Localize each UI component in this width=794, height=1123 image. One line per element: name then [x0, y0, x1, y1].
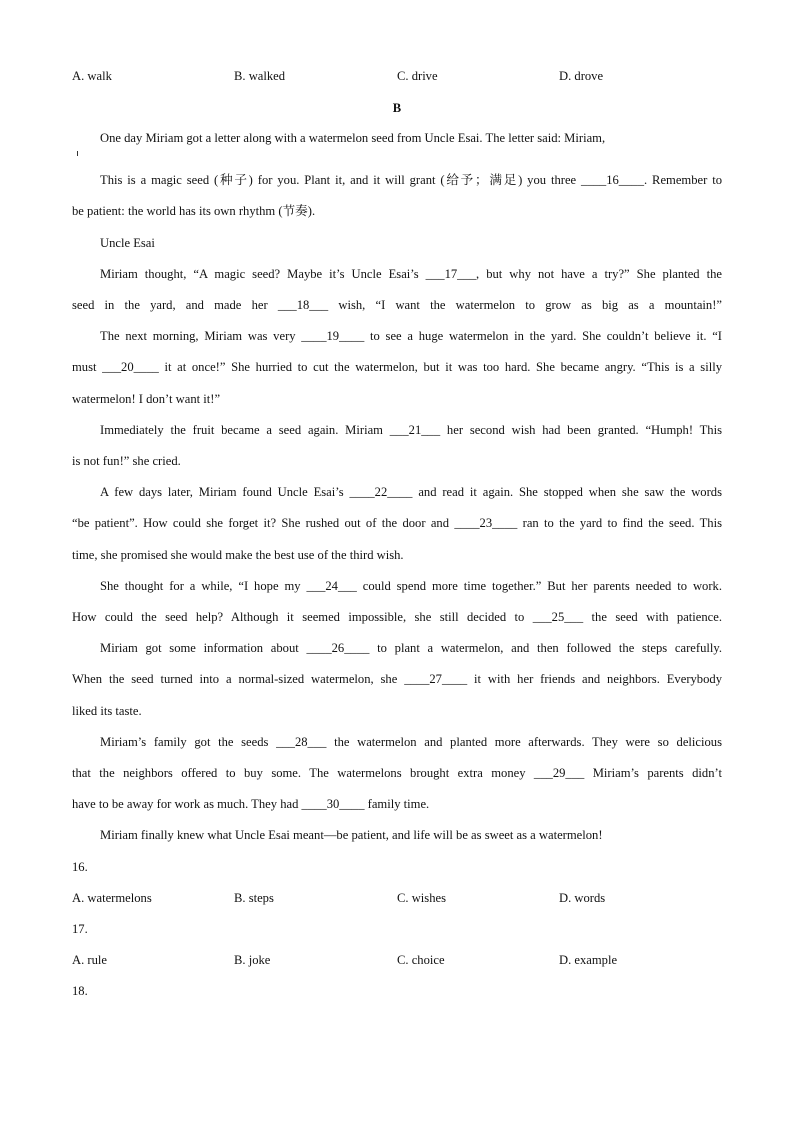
passage-line: When the seed turned into a normal-sized watermelon, she ____27____ it with her friends and neighbors. Everybody [72, 672, 722, 686]
passage-line: must ___20____ it at once!” She hurried to cut the watermelon, but it was too hard. She became angry. “This is a silly [72, 360, 722, 374]
passage-line: “be patient”. How could she forget it? She rushed out of the door and ____23____ ran to the yard to find the seed. This [72, 516, 722, 530]
passage-line: seed in the yard, and made her ___18___ wish, “I want the watermelon to grow as big as a mountain!” [72, 298, 722, 312]
passage-line: time, she promised she would make the best use of the third wish. [72, 548, 404, 562]
passage-line: How could the seed help? Although it seemed impossible, she still decided to ___25___ the seed with patience. [72, 610, 722, 624]
option-c: C. drive [397, 69, 438, 83]
passage-line: that the neighbors offered to buy some. The watermelons brought extra money ___29___ Miriam’s parents didn’t [72, 766, 722, 780]
stray-mark [77, 151, 78, 156]
passage-line: Miriam thought, “A magic seed? Maybe it’s Uncle Esai’s ___17___, but why not have a try?” She planted the [100, 267, 722, 281]
option-c: C. wishes [397, 891, 446, 905]
question-number: 17. [72, 922, 88, 936]
passage-line: is not fun!” she cried. [72, 454, 181, 468]
passage-line: be patient: the world has its own rhythm (节奏). [72, 204, 316, 218]
option-b: B. walked [234, 69, 286, 83]
question-options [72, 890, 722, 906]
passage-line: A few days later, Miriam found Uncle Esai’s ____22____ and read it again. She stopped when she saw the words [100, 485, 722, 499]
letter-signature: Uncle Esai [100, 236, 155, 250]
question-options [72, 952, 722, 968]
option-a: A. walk [72, 69, 112, 83]
section-title: B [392, 101, 402, 115]
question-number: 16. [72, 860, 88, 874]
previous-question-options [72, 68, 722, 84]
passage-line: Miriam got some information about ____26____ to plant a watermelon, and then followed the steps carefully. [100, 641, 722, 655]
passage-line: She thought for a while, “I hope my ___24___ could spend more time together.” But her parents needed to work. [100, 579, 722, 593]
option-d: D. words [559, 891, 606, 905]
passage-line: have to be away for work as much. They had ____30____ family time. [72, 797, 430, 811]
question-number: 18. [72, 984, 88, 998]
passage-line: The next morning, Miriam was very ____19____ to see a huge watermelon in the yard. She couldn’t believe it. “I [100, 329, 722, 343]
option-b: B. steps [234, 891, 274, 905]
passage-line: liked its taste. [72, 704, 142, 718]
option-b: B. joke [234, 953, 271, 967]
passage-line: Miriam’s family got the seeds ___28___ the watermelon and planted more afterwards. They were so delicious [100, 735, 722, 749]
passage-line: Immediately the fruit became a seed again. Miriam ___21___ her second wish had been granted. “Humph! This [100, 423, 722, 437]
option-a: A. watermelons [72, 891, 152, 905]
option-c: C. choice [397, 953, 445, 967]
passage-line: This is a magic seed (种子) for you. Plant it, and it will grant (给予；满足) you three ____16____. Remember to [100, 173, 722, 187]
option-a: A. rule [72, 953, 107, 967]
passage-line: One day Miriam got a letter along with a watermelon seed from Uncle Esai. The letter said: Miriam, [100, 131, 606, 145]
option-d: D. example [559, 953, 618, 967]
passage-line: watermelon! I don’t want it!” [72, 392, 221, 406]
option-d: D. drove [559, 69, 604, 83]
passage-line: Miriam finally knew what Uncle Esai meant—be patient, and life will be as sweet as a watermelon! [100, 828, 603, 842]
